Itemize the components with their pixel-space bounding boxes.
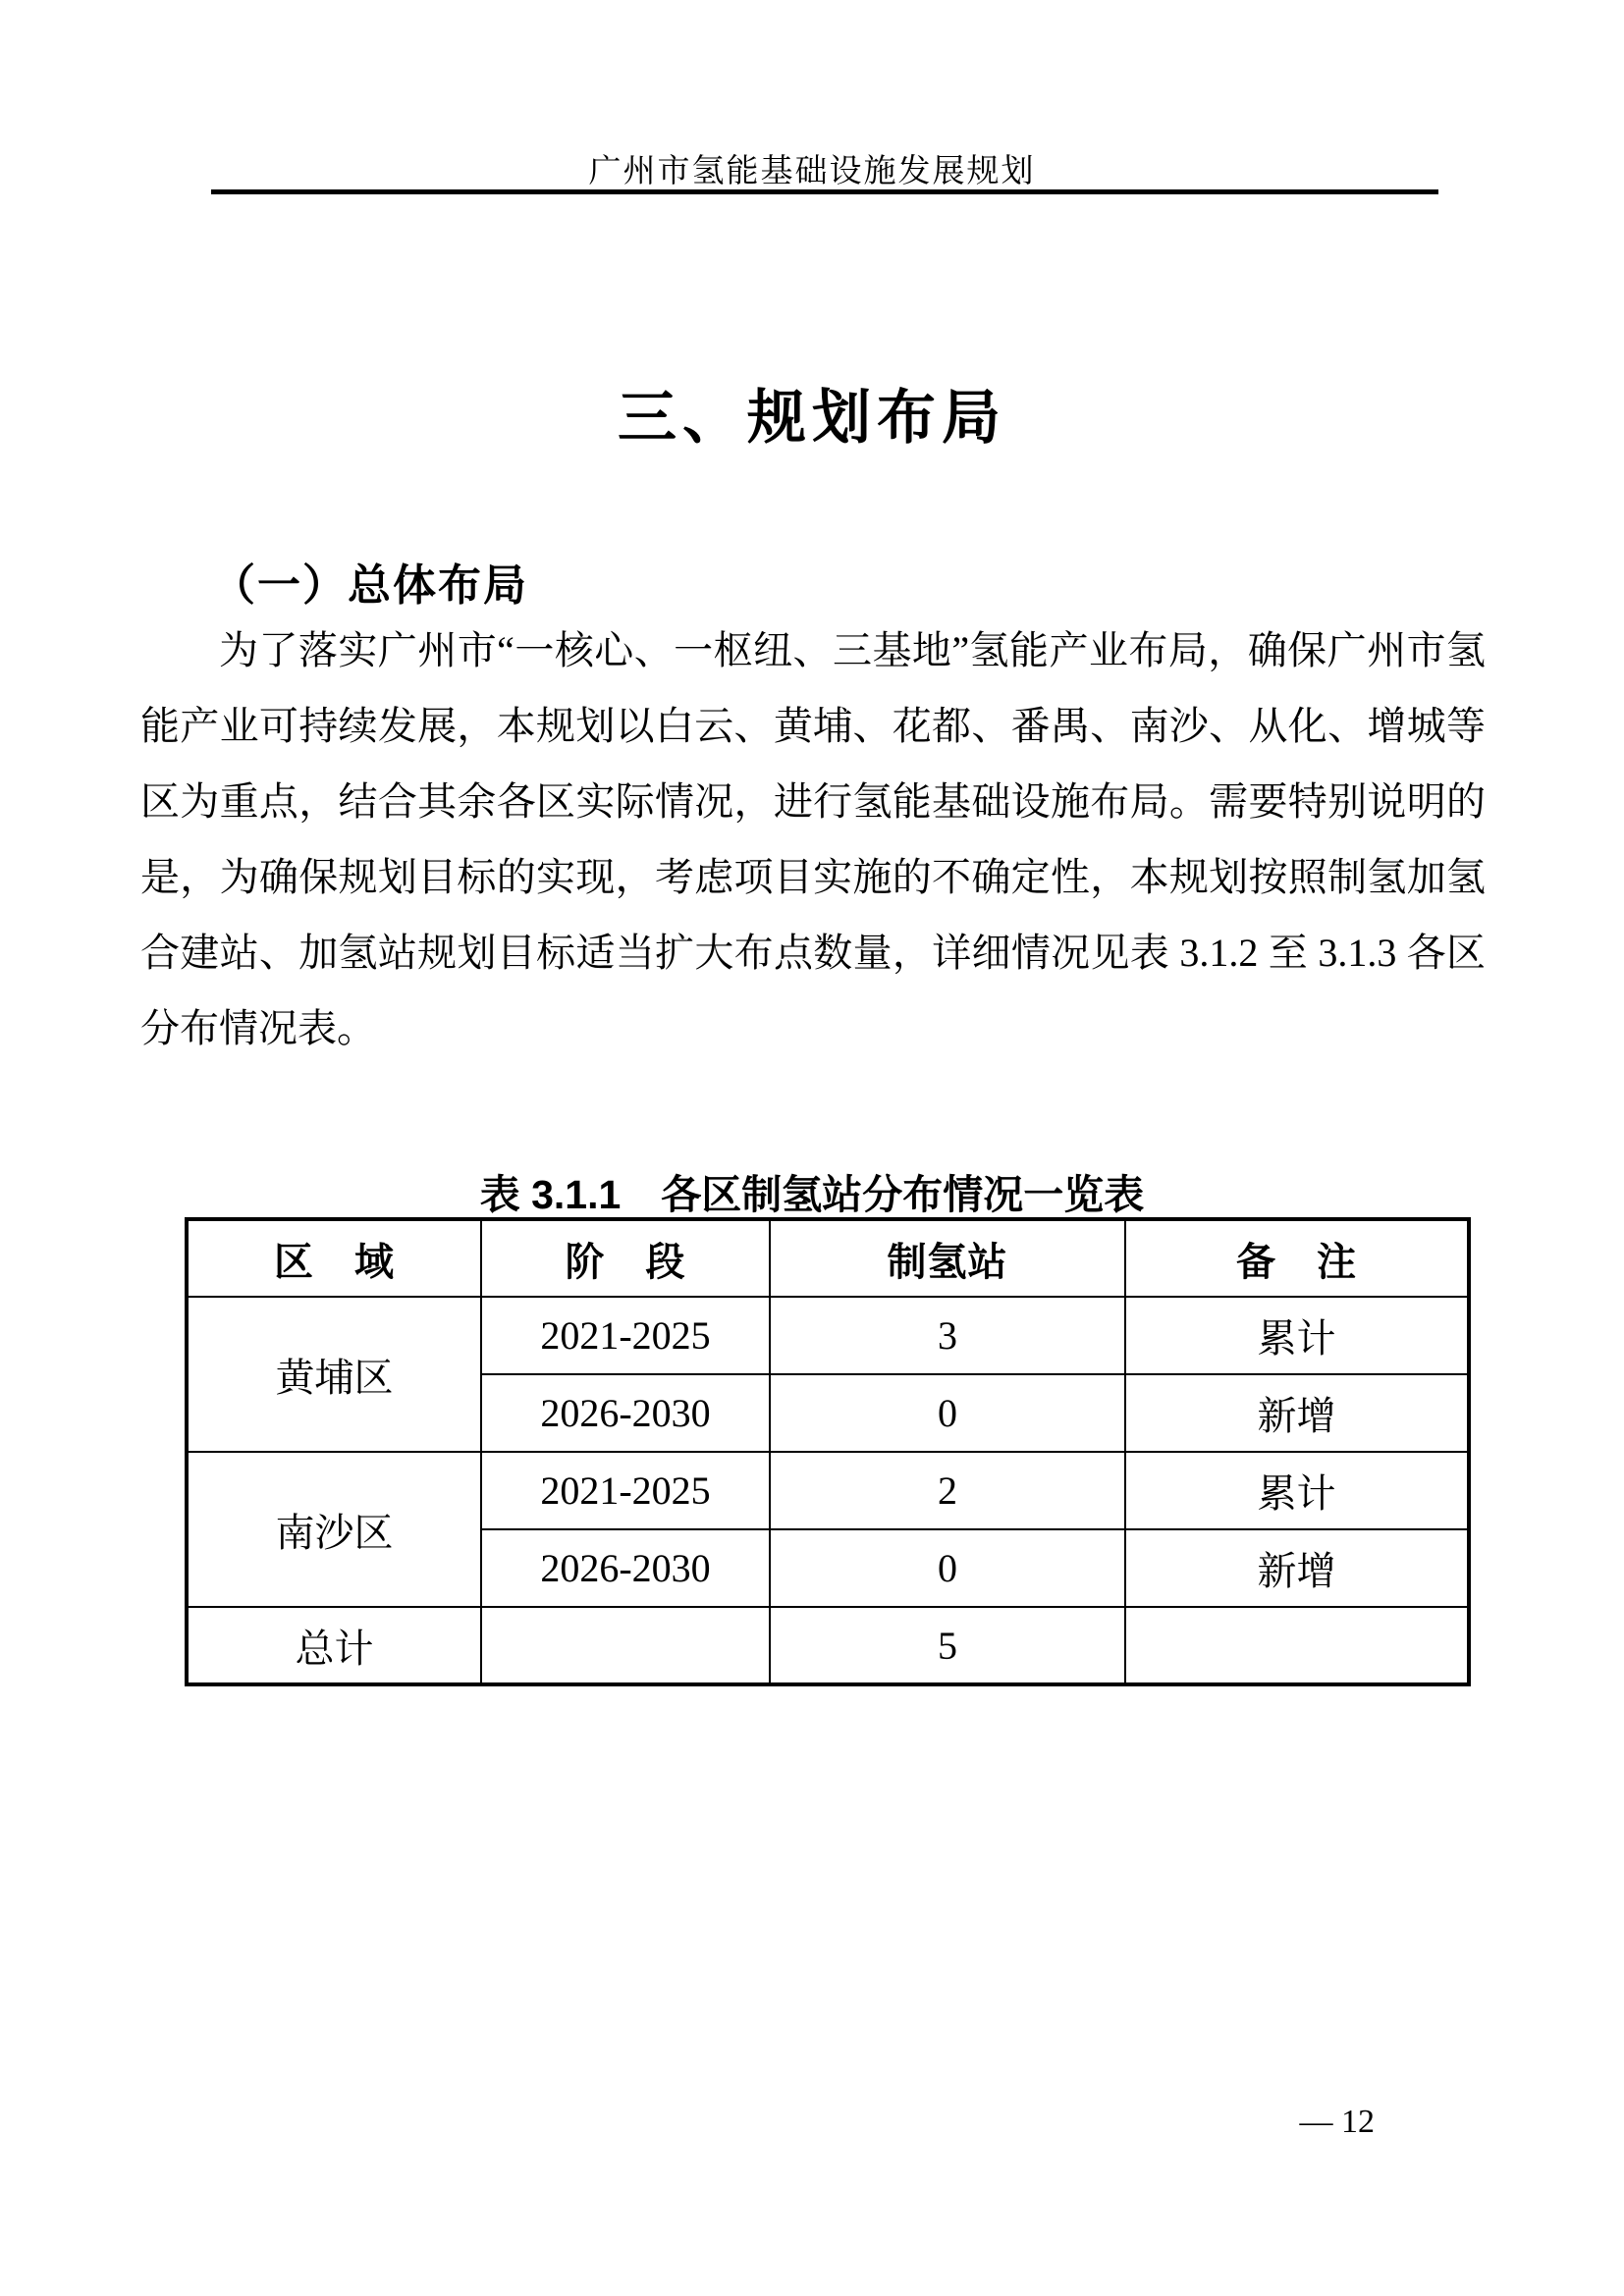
- table-header-row: [187, 1219, 1469, 1297]
- table-cell-period: 2026-2030: [481, 1374, 770, 1452]
- table-cell-stations: 0: [770, 1374, 1125, 1452]
- table-cell-note: 新增: [1125, 1529, 1469, 1607]
- table-row: [187, 1297, 1469, 1374]
- table-cell-region: 南沙区: [187, 1452, 481, 1607]
- section-heading: （一）总体布局: [212, 561, 528, 610]
- table-cell-total-label: 总计: [187, 1607, 481, 1684]
- column-header-stations: 制氢站: [770, 1219, 1125, 1297]
- table-cell-stations: 0: [770, 1529, 1125, 1607]
- column-header-phase: 阶 段: [481, 1219, 770, 1297]
- distribution-table: [185, 1217, 1471, 1686]
- column-header-region: 区 域: [187, 1219, 481, 1297]
- table-cell-period: 2021-2025: [481, 1297, 770, 1374]
- running-header-title: 广州市氢能基础设施发展规划: [588, 154, 1036, 189]
- table-caption: 表 3.1.1 各区制氢站分布情况一览表: [479, 1172, 1145, 1217]
- table-cell-stations: 3: [770, 1297, 1125, 1374]
- table-cell-note: 累计: [1125, 1297, 1469, 1374]
- table-cell-period: 2021-2025: [481, 1452, 770, 1529]
- table-cell-region: 黄埔区: [187, 1297, 481, 1452]
- table-row: [187, 1452, 1469, 1529]
- page-number: — 12: [1299, 2104, 1375, 2140]
- table-cell-period: [481, 1607, 770, 1684]
- table-cell-note: 新增: [1125, 1374, 1469, 1452]
- column-header-note: 备 注: [1125, 1219, 1469, 1297]
- table-cell-period: 2026-2030: [481, 1529, 770, 1607]
- table-cell-stations: 2: [770, 1452, 1125, 1529]
- table-total-row: [187, 1607, 1469, 1684]
- header-divider-rule: [211, 189, 1438, 194]
- section-paragraph: 为了落实广州市“一核心、一枢纽、三基地”氢能产业布局，确保广州市氢能产业可持续发展，本规划以白云、黄埔、花都、番禺、南沙、从化、增城等区为重点，结合其余各区实际情况，进行氢能基础设施布局。需要特别说明的是，为确保规划目标的实现，考虑项目实施的不确定性，本规划按照制氢加氢合建站、加氢站规划目标适当扩大布点数量，详细情况见表 3.1.2 至 3.1.3 各区分布情况表。: [140, 628, 1486, 1050]
- chapter-title: 三、规划布局: [618, 385, 1006, 451]
- table-cell-note: [1125, 1607, 1469, 1684]
- table-cell-stations: 5: [770, 1607, 1125, 1684]
- table-cell-note: 累计: [1125, 1452, 1469, 1529]
